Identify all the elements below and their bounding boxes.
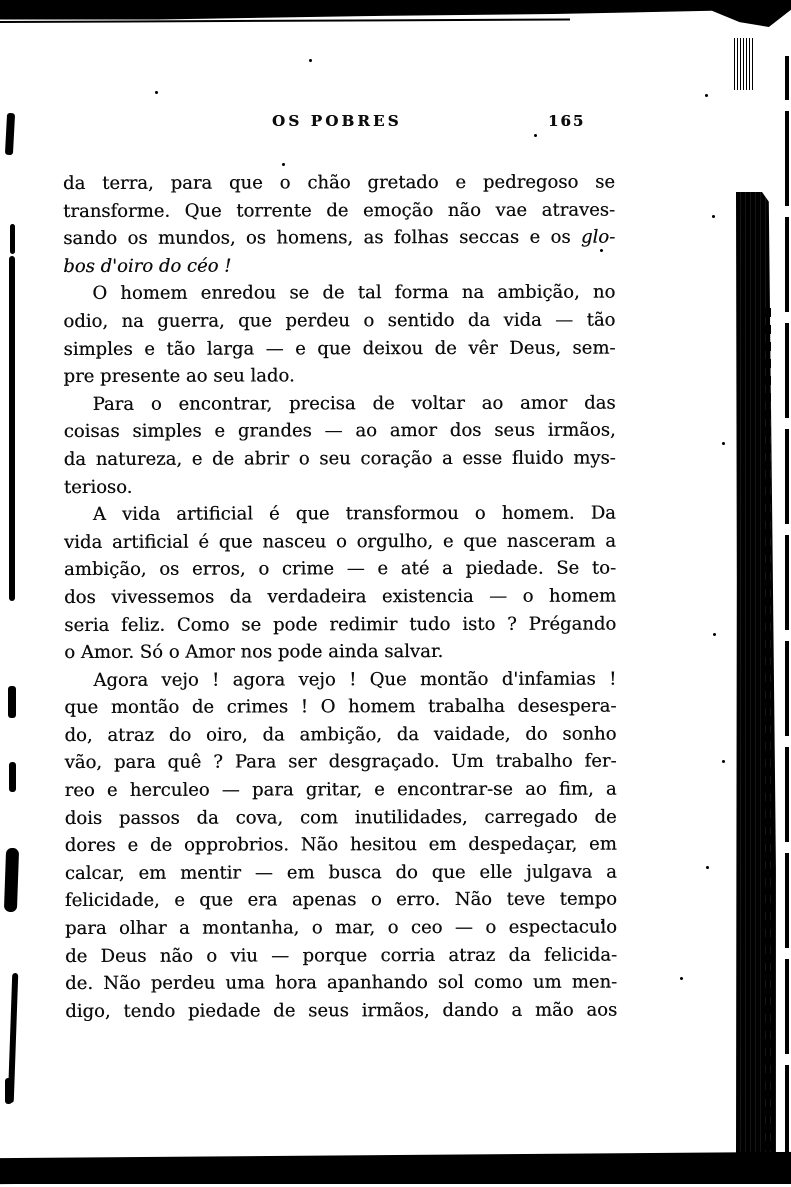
text-run: dos vivessemos da verdadeira existencia — o homem — [64, 585, 617, 608]
text-run: para olhar a montanha, o mar, o ceo — o espectaculo — [64, 916, 618, 940]
scan-smudge — [4, 848, 19, 912]
text-run: ambição, os erros, o crime — e até a piedade. Se to- — [64, 557, 617, 581]
page-number: 165 — [548, 112, 586, 130]
text-line — [64, 500, 616, 529]
text-line — [65, 858, 617, 887]
text-run: A vida artificial é que transformou o homem. Da — [92, 502, 616, 526]
text-run: reo e herculeo — para gritar, e encontrar-se ao fim, a — [64, 778, 617, 802]
text-run: odio, na guerra, que perdeu o sentido da vida — tão — [63, 309, 616, 332]
text-run: seria feliz. Como se pode redimir tudo isto ? Prégando — [64, 613, 617, 636]
text-line — [64, 472, 616, 501]
text-run: vida artificial é que nasceu o orgulho, e que nasceram a — [63, 530, 617, 553]
text-run: do, atraz do oiro, da ambição, da vaidade, do sonho — [64, 723, 617, 746]
text-line — [63, 279, 615, 308]
scan-smudge — [9, 256, 15, 601]
text-line — [63, 169, 615, 198]
text-line — [64, 638, 616, 667]
text-line — [65, 776, 617, 805]
text-run: da natureza, e de abrir o seu coração a esse fluido mys- — [63, 447, 616, 470]
text-run: terioso. — [63, 476, 133, 498]
scan-speck — [155, 91, 158, 94]
text-run: dois passos da cova, com inutilidades, carregado de — [64, 806, 617, 829]
text-line — [65, 996, 617, 1025]
text-line — [65, 886, 617, 915]
text-run: pre presente ao seu lado. — [63, 365, 295, 388]
text-run: Agora vejo ! agora vejo ! Que montão d'infamias ! — [93, 668, 617, 691]
scan-smudge — [5, 1078, 12, 1104]
text-run: o Amor. Só o Amor nos pode ainda salvar. — [64, 641, 444, 664]
italic-text-run: glo- — [580, 226, 616, 248]
scan-speck — [705, 94, 708, 97]
body-text — [63, 169, 617, 1026]
scan-edge-top — [0, 0, 791, 27]
text-line — [64, 362, 616, 391]
text-run: transforme. Que torrente de emoção não vae atraves- — [63, 199, 616, 222]
text-run: calcar, em mentir — em busca do que elle julgava a — [64, 861, 617, 884]
text-line — [65, 969, 617, 998]
scan-speck — [309, 59, 312, 62]
text-run: que montão de crimes ! O homem trabalha desespera- — [64, 695, 617, 719]
text-run: O homem enredou se de tal forma na ambição, no — [92, 281, 616, 305]
text-line — [64, 444, 616, 473]
text-line — [64, 417, 616, 446]
text-run: da terra, para que o chão gretado e pedregoso se — [63, 171, 616, 194]
text-run: Para o encontrar, precisa de voltar ao amor das — [92, 392, 616, 415]
scan-speck — [282, 163, 285, 166]
scan-speck — [713, 633, 716, 636]
italic-text-run: bos d'oiro do céo ! — [63, 255, 232, 277]
text-line — [63, 224, 615, 253]
page-edges-texture — [734, 38, 753, 90]
text-line — [64, 389, 616, 418]
text-run: vão, para quê ? Para ser desgraçado. Um trabalho fer- — [64, 751, 617, 774]
text-run: sando os mundos, os homens, as folhas seccas e os — [63, 226, 582, 250]
scan-speck — [722, 760, 725, 763]
text-line — [64, 720, 616, 749]
text-run: dores e de opprobrios. Não hesitou em despedaçar, em — [64, 833, 617, 857]
text-line — [63, 307, 615, 336]
text-line — [65, 941, 617, 970]
book-gutter-streaks — [763, 300, 771, 1150]
text-line — [65, 914, 617, 943]
page-header — [0, 112, 791, 134]
text-line — [64, 527, 616, 556]
text-run: digo, tendo piedade de seus irmãos, dando a mão aos — [65, 999, 618, 1022]
scan-smudge — [10, 224, 15, 254]
text-line — [64, 693, 616, 722]
running-head-title: OS POBRES — [272, 112, 402, 130]
text-line — [65, 803, 617, 832]
text-line — [64, 582, 616, 611]
scan-smudge — [9, 762, 16, 792]
scan-speck — [722, 442, 725, 445]
text-line — [63, 334, 615, 363]
text-run: coisas simples e grandes — ao amor dos seus irmãos, — [63, 419, 616, 443]
text-line — [64, 665, 616, 694]
scan-speck — [712, 215, 715, 218]
scan-speck — [680, 977, 683, 980]
scan-edge-right-line — [785, 56, 789, 1160]
text-line — [65, 748, 617, 777]
text-line — [64, 610, 616, 639]
text-run: simples e tão larga — e que deixou de vêr Deus, sem- — [63, 337, 616, 360]
scan-speck — [534, 134, 537, 137]
text-run: felicidade, e que era apenas o erro. Não teve tempo — [64, 888, 617, 912]
text-line — [64, 555, 616, 584]
text-run: de. Não perdeu uma hora apanhando sol como um men- — [65, 971, 618, 995]
scan-edge-bottom — [0, 1162, 791, 1184]
scan-smudge — [8, 686, 16, 718]
text-line — [63, 196, 615, 225]
scan-speck — [706, 866, 709, 869]
text-line — [63, 251, 615, 280]
text-line — [65, 831, 617, 860]
text-run: de Deus não o viu — porque corria atraz da felicida- — [65, 944, 618, 967]
